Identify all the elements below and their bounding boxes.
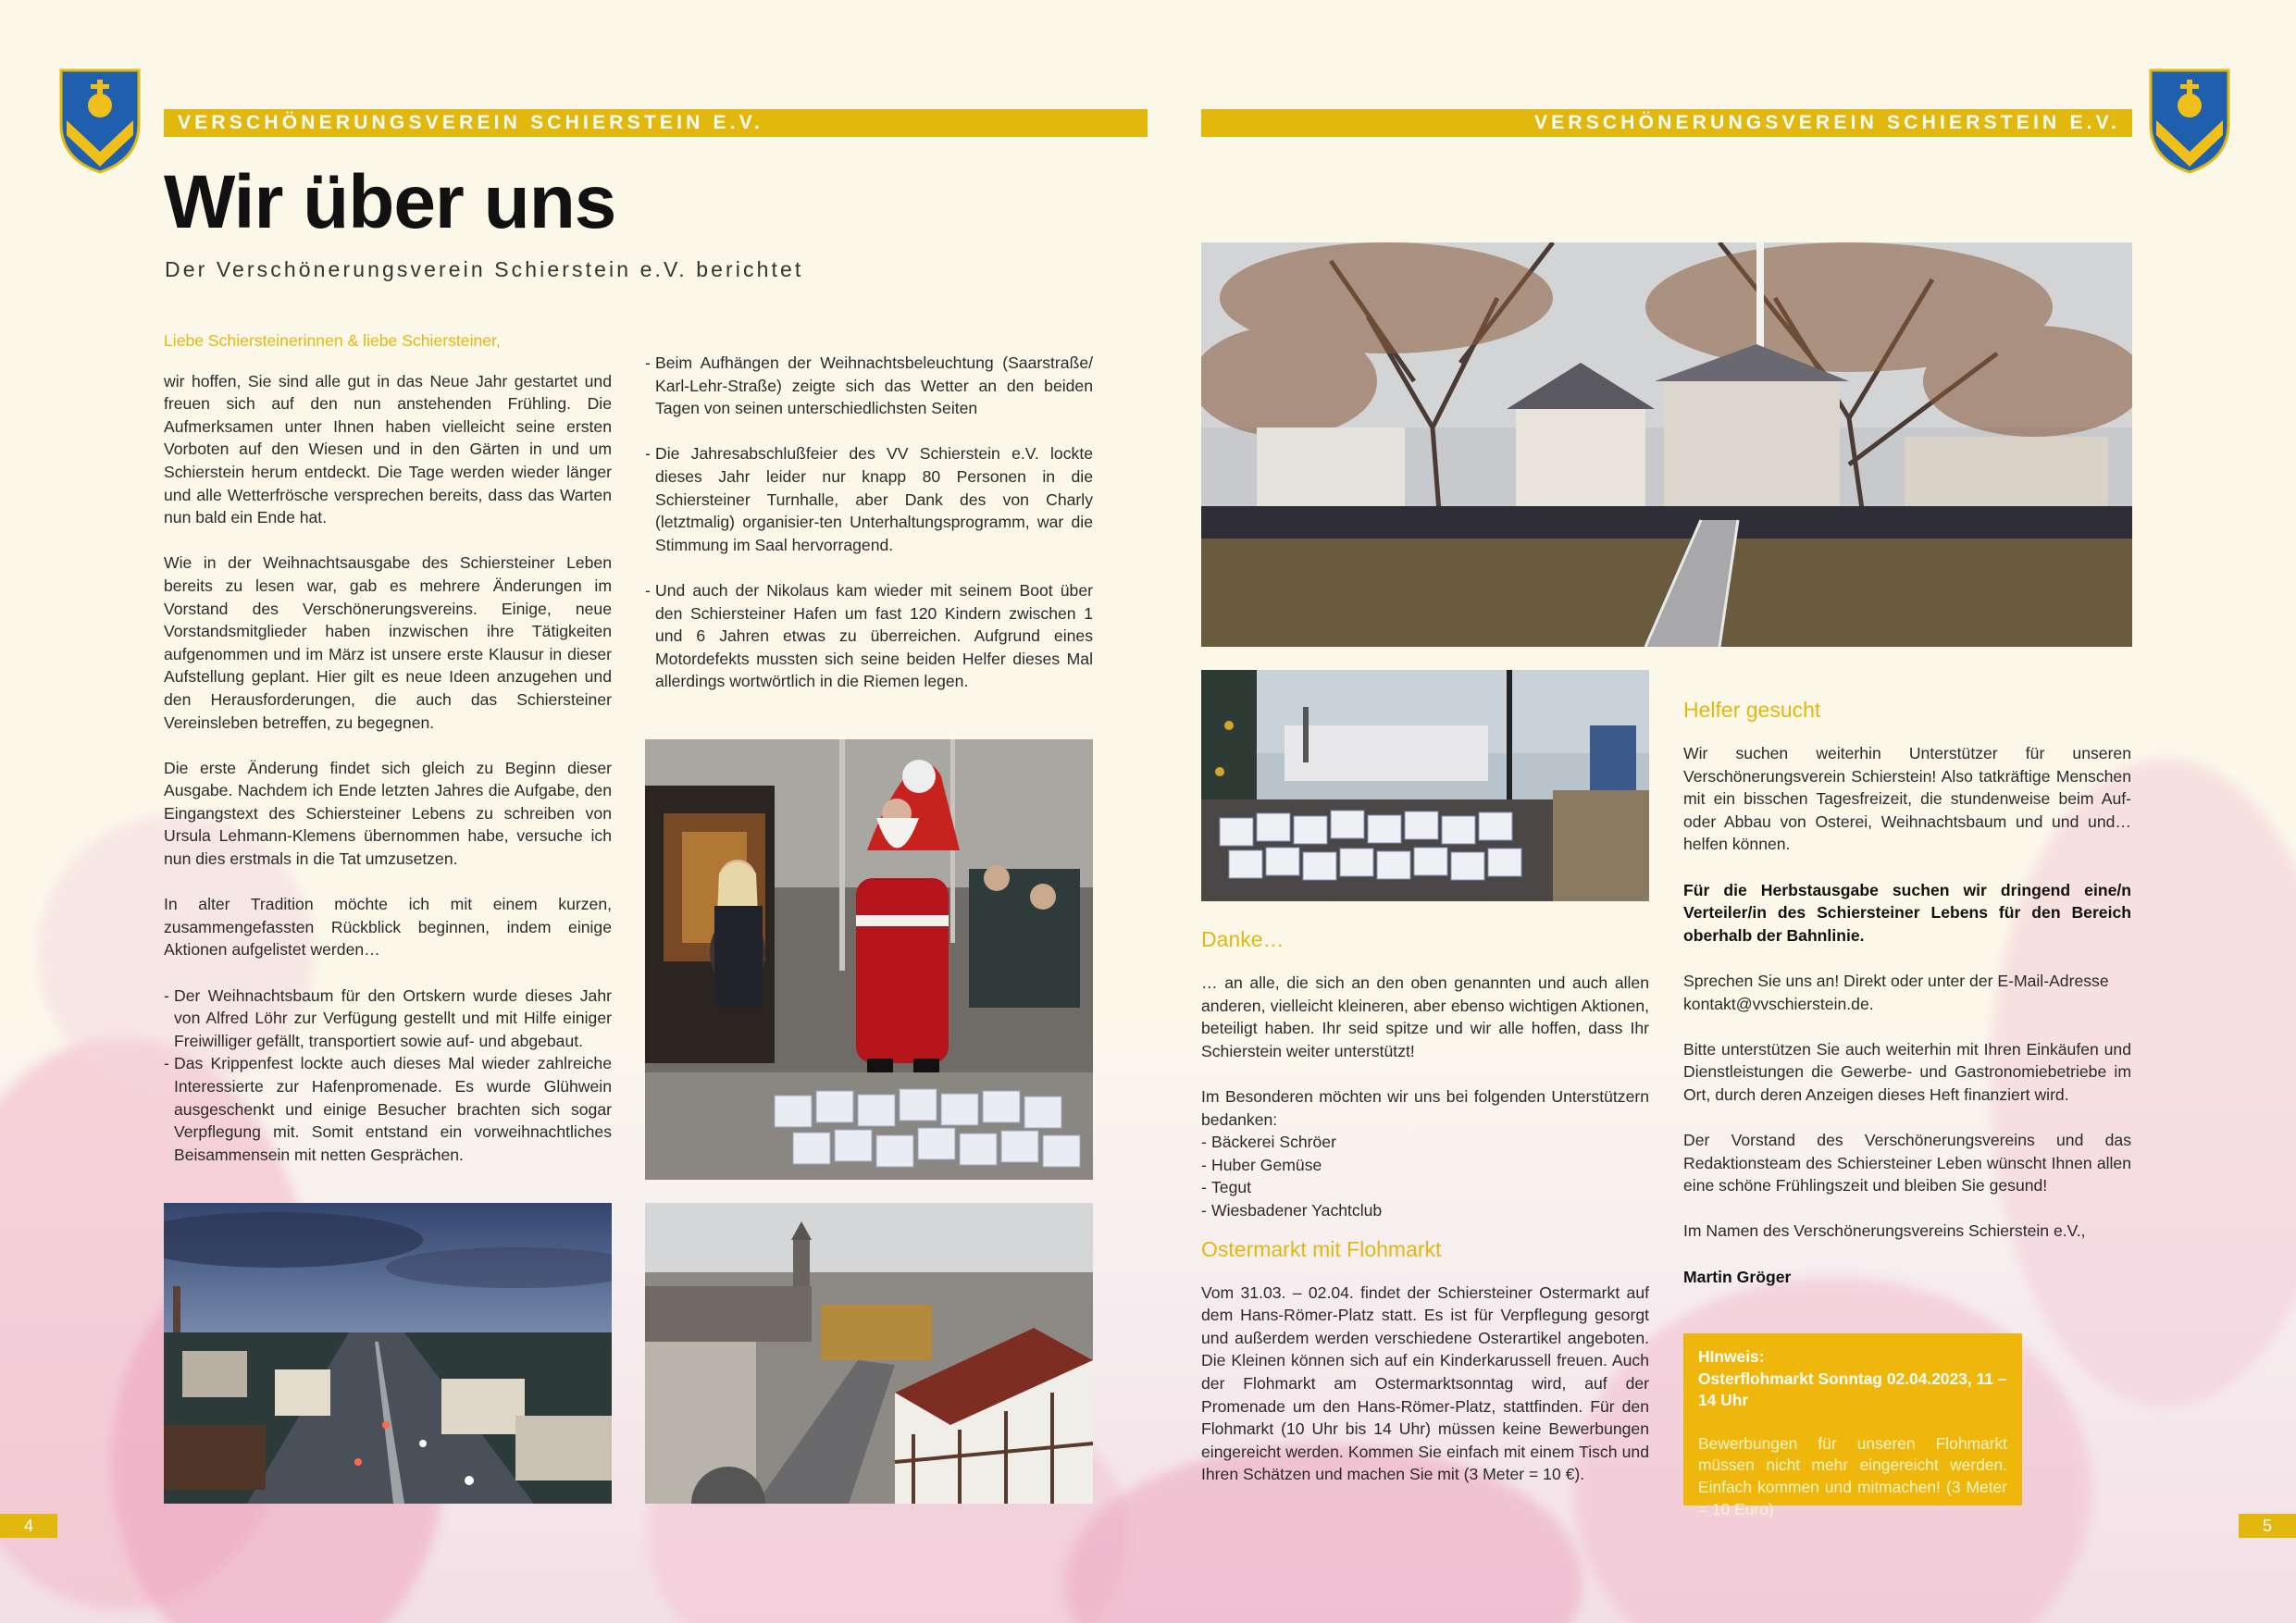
list-item: - Beim Aufhängen der Weihnachtsbeleuchtung (Saarstraße/ Karl-Lehr-Straße) zeigte sich das Wetter an den beiden Tagen von seinen unterschiedlichsten Seiten	[645, 352, 1093, 420]
list-item: - Das Krippenfest lockte auch dieses Mal wieder zahlreiche Interessierte zur Hafenpromenade. Es wurde Glühwein ausgeschenkt und einige Besucher brachten sich sogar Verpflegung mit. Somit entstand ein vorweihnachtliches Beisammensein mit netten Gesprächen.	[164, 1052, 612, 1166]
photo-gift-bags	[1201, 670, 1649, 901]
page-number-left: 4	[0, 1514, 57, 1538]
coat-of-arms-logo-left	[57, 67, 143, 176]
paragraph: Im Besonderen möchten wir uns bei folgenden Unterstützern bedanken:	[1201, 1086, 1649, 1129]
page-title: Wir über uns	[164, 160, 616, 244]
paragraph-bold: Für die Herbstausgabe suchen wir dringend eine/n Verteiler/in des Schiersteiner Lebens für den Bereich oberhalb der Bahnlinie.	[1683, 880, 2131, 945]
paragraph: Wir suchen weiterhin Unterstützer für unseren Verschönerungsverein Schierstein! Also tatkräftige Menschen mit ein bisschen Tagesfreizeit, die stundenweise beim Auf- oder Abbau von Osterei, Weihnachtsbaum und und und… helfen können.	[1683, 744, 2131, 854]
page-subtitle: Der Verschönerungsverein Schierstein e.V. berichtet	[165, 257, 804, 281]
photo-town-aerial	[645, 1203, 1093, 1504]
list-item: - Tegut	[1201, 1176, 1649, 1199]
paragraph	[1683, 970, 2131, 1015]
review-list	[164, 985, 612, 1167]
list-item: - Die Jahresabschlußfeier des VV Schierstein e.V. lockte dieses Jahr leider nur knapp 80 Personen in die Schiersteiner Turnhalle, aber Dank des von Charly (letztmalig) organisier-ten Unterhaltungsprogramm, war die Stimmung im Saal hervorragend.	[645, 442, 1093, 556]
header-band-left-text: VERSCHÖNERUNGSVEREIN SCHIERSTEIN E.V.	[178, 112, 764, 133]
column-4-text	[1683, 696, 2131, 1311]
greeting: Liebe Schiersteinerinnen & liebe Schiersteiner,	[164, 331, 501, 350]
coat-of-arms-logo-right	[2147, 67, 2232, 176]
paragraph: Der Vorstand des Verschönerungsvereins und das Redaktionsteam des Schiersteiner Leben wünscht Ihnen allen eine schöne Frühlingszeit und bleiben Sie gesund!	[1683, 1131, 2131, 1196]
list-item: - Der Weihnachtsbaum für den Ortskern wurde dieses Jahr von Alfred Löhr zur Verfügung gestellt und mit Hilfe einiger Freiwilliger gefällt, transportiert sowie auf- und abgebaut.	[164, 985, 612, 1053]
photo-harbour-panorama	[1201, 242, 2132, 647]
ostermarkt-heading: Ostermarkt mit Flohmarkt	[1201, 1236, 1442, 1261]
photo-street-dusk	[164, 1203, 612, 1504]
paragraph: Im Namen des Verschönerungsvereins Schierstein e.V.,	[1683, 1221, 2086, 1241]
danke-heading: Danke…	[1201, 927, 1285, 951]
photo-nikolaus	[645, 739, 1093, 1180]
column-2-text	[645, 352, 1093, 716]
paragraph: … an alle, die sich an den oben genannten und auch allen anderen, vielleicht kleineren, aber ebenso wichtigen Aktionen, beteiligt haben. Ihr seid spitze und wir alle hoffen, dass Ihr Schierstein weiter unterstützt!	[1201, 973, 1649, 1060]
paragraph: Vom 31.03. – 02.04. findet der Schiersteiner Ostermarkt auf dem Hans-Römer-Platz statt. Es ist für Verpflegung gesorgt und außerdem werden verschiedene Osterartikel angeboten. Die Kleinen können sich auf ein Kinderkarussell freuen. Auch der Flohmarkt am Ostermarktsonntag wird, auf der Promenade um den Hans-Römer-Platz, stattfinden. Für den Flohmarkt (10 Uhr bis 14 Uhr) müssen keine Bewerbungen eingereicht werden. Kommen Sie einfach mit einem Tisch und Ihren Schätzen und machen Sie mit (3 Meter = 10 €).	[1201, 1282, 1649, 1484]
hint-title: Osterflohmarkt Sonntag 02.04.2023, 11 – 14 Uhr	[1698, 1369, 2007, 1410]
hint-label: HInweis:	[1698, 1347, 1765, 1366]
paragraph: wir hoffen, Sie sind alle gut in das Neue Jahr gestartet und freuen sich auf den nun anstehenden Frühling. Die Aufmerksamen unter Ihnen haben vielleicht seine ersten Vorboten auf den Wiesen und in den Gärten in und um Schierstein herum entdeckt. Die Tage werden wieder länger und alle Wetterfrösche versprechen bereits, dass das Warten nun bald ein Ende hat.	[164, 371, 612, 527]
column-1-text	[164, 329, 612, 1166]
helfer-heading: Helfer gesucht	[1683, 698, 1821, 722]
hint-text: Bewerbungen für unseren Flohmarkt müssen nicht mehr eingereicht werden. Einfach kommen und mitmachen! (3 Meter = 10 Euro)	[1698, 1433, 2007, 1518]
contact-text: Sprechen Sie uns an! Direkt oder unter der E-Mail-Adresse	[1683, 971, 2109, 990]
list-item: - Huber Gemüse	[1201, 1154, 1649, 1177]
paragraph: Bitte unterstützen Sie auch weiterhin mit Ihren Einkäufen und Dienstleistungen die Gewerbe- und Gastronomiebetriebe im Ort, durch deren Anzeigen dieses Heft finanziert wird.	[1683, 1039, 2131, 1104]
list-item: - Bäckerei Schröer	[1201, 1131, 1649, 1154]
list-item: - Wiesbadener Yachtclub	[1201, 1199, 1649, 1222]
page-number-right: 5	[2239, 1514, 2296, 1538]
paragraph: Wie in der Weihnachtsausgabe des Schiersteiner Leben bereits zu lesen war, gab es mehrere Änderungen im Vorstand des Verschönerungsvereins. Einige, neue Vorstandsmitglieder haben inzwischen ihre Tätigkeiten aufgenommen und im März ist unsere erste Klausur in dieser Aufstellung geplant. Hier gilt es neue Ideen anzugehen und den Herausforderungen, die auch das Schiersteiner Vereinsleben betreffen, zu begegnen.	[164, 553, 612, 732]
email-link[interactable]: kontakt@vvschierstein.de.	[1683, 994, 1874, 1013]
review-list-continued	[645, 352, 1093, 693]
column-3-text	[1201, 925, 1649, 1508]
signature: Martin Gröger	[1683, 1267, 1792, 1286]
list-item: - Und auch der Nikolaus kam wieder mit seinem Boot über den Schiersteiner Hafen um fast 120 Kindern zwischen 1 und 6 Jahren etwas zu überreichen. Aufgrund eines Motordefekts mussten sich seine beiden Helfer dieses Mal allerdings wortwörtlich in die Riemen legen.	[645, 579, 1093, 693]
sponsor-list	[1201, 1131, 1649, 1221]
hint-box	[1683, 1333, 2022, 1518]
header-band-right-text: VERSCHÖNERUNGSVEREIN SCHIERSTEIN E.V.	[1533, 112, 2120, 133]
paragraph: In alter Tradition möchte ich mit einem kurzen, zusammengefassten Rückblick beginnen, indem einige Aktionen aufgelistet werden…	[164, 895, 612, 960]
paragraph: Die erste Änderung findet sich gleich zu Beginn dieser Ausgabe. Nachdem ich Ende letzten Jahres die Aufgabe, den Eingangstext des Schiersteiner Lebens zu schreiben von Ursula Lehmann-Klemens übernommen habe, versuche ich nun dies erstmals in die Tat umzusetzen.	[164, 758, 612, 869]
